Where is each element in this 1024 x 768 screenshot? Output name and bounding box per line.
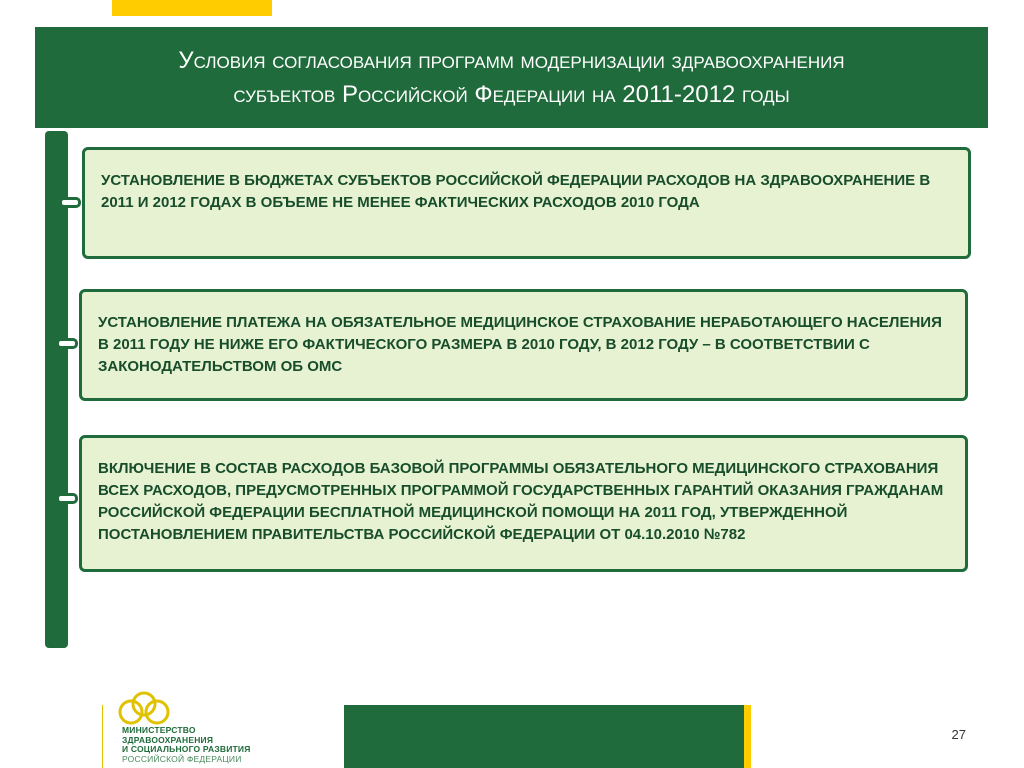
logo-text-line3: И СОЦИАЛЬНОГО РАЗВИТИЯ <box>122 744 251 754</box>
top-accent-tab <box>112 0 272 16</box>
ministry-logo-icon <box>116 690 172 730</box>
footer-yellow-stripe <box>744 705 751 768</box>
condition-text-1: УСТАНОВЛЕНИЕ В БЮДЖЕТАХ СУБЪЕКТОВ РОССИЙСКОЙ ФЕДЕРАЦИИ РАСХОДОВ НА ЗДРАВООХРАНЕНИЕ В 2011 И 2012 ГОДАХ В ОБЪЕМЕ НЕ МЕНЕЕ ФАКТИЧЕСКИХ РАСХОДОВ 2010 ГОДА <box>101 172 931 211</box>
title-bar <box>35 27 988 128</box>
condition-card-1 <box>82 147 971 259</box>
page-title-line2: субъектов Российской Федерации на 2011-2012 годы <box>233 80 790 108</box>
condition-card-2 <box>79 289 968 401</box>
timeline-connector-1 <box>59 197 81 208</box>
page-title-line1: Условия согласования программ модернизации здравоохранения <box>178 46 845 74</box>
timeline-connector-2 <box>56 338 78 349</box>
timeline-bar <box>45 131 68 648</box>
footer-divider <box>102 705 103 768</box>
footer-green-block <box>344 705 744 768</box>
page-title <box>52 44 972 112</box>
condition-text-3: ВКЛЮЧЕНИЕ В СОСТАВ РАСХОДОВ БАЗОВОЙ ПРОГРАММЫ ОБЯЗАТЕЛЬНОГО МЕДИЦИНСКОГО СТРАХОВАНИЯ ВСЕХ РАСХОДОВ, ПРЕДУСМОТРЕННЫХ ПРОГРАММОЙ ГОСУДАРСТВЕННЫХ ГАРАНТИЙ ОКАЗАНИЯ ГРАЖДАНАМ РОССИЙСКОЙ ФЕДЕРАЦИИ БЕСПЛАТНОЙ МЕДИЦИНСКОЙ ПОМОЩИ НА 2011 ГОД, УТВЕРЖДЕННОЙ ПОСТАНОВЛЕНИЕМ ПРАВИТЕЛЬСТВА РОССИЙСКОЙ ФЕДЕРАЦИИ ОТ 04.10.2010 №782 <box>98 460 944 543</box>
logo-text-line1: МИНИСТЕРСТВО <box>122 725 196 735</box>
logo-text-line4: РОССИЙСКОЙ ФЕДЕРАЦИИ <box>122 753 242 764</box>
timeline-connector-3 <box>56 493 78 504</box>
ministry-logo-text <box>122 726 251 764</box>
page-number: 27 <box>951 727 966 742</box>
condition-card-3 <box>79 435 968 572</box>
logo-text-line2: ЗДРАВООХРАНЕНИЯ <box>122 734 214 745</box>
condition-text-2: УСТАНОВЛЕНИЕ ПЛАТЕЖА НА ОБЯЗАТЕЛЬНОЕ МЕДИЦИНСКОЕ СТРАХОВАНИЕ НЕРАБОТАЮЩЕГО НАСЕЛЕНИЯ В 2011 ГОДУ НЕ НИЖЕ ЕГО ФАКТИЧЕСКОГО РАЗМЕРА В 2010 ГОДУ, В 2012 ГОДУ – В СООТВЕТСТВИИ С ЗАКОНОДАТЕЛЬСТВОМ ОБ ОМС <box>98 314 942 375</box>
